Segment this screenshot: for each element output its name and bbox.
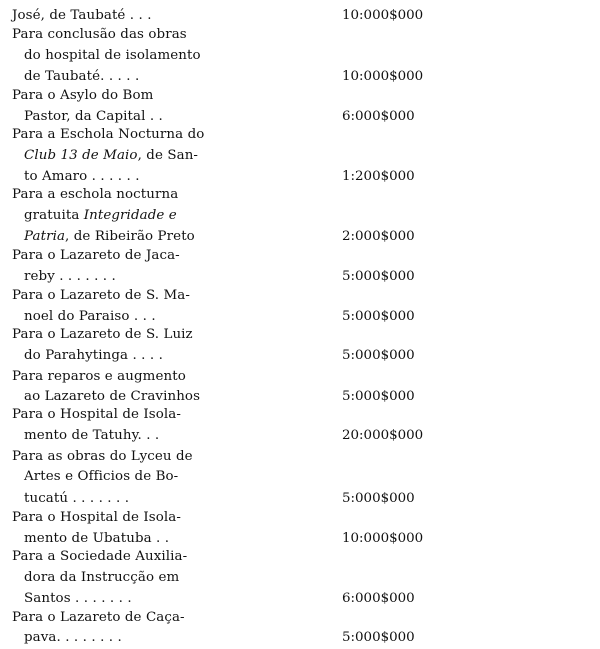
entry-text-line [24, 206, 177, 226]
society-name: Patria [24, 229, 66, 244]
entry-text-line: Para a Eschola Nocturna do [12, 127, 205, 142]
entry-amount: 2:000$000 [342, 229, 415, 244]
entry-text-line: Para a eschola nocturna [12, 187, 179, 202]
entry-text-line: de Taubaté. . . . . [24, 69, 140, 84]
entry-text-line: Para a Sociedade Auxilia- [12, 549, 188, 564]
entry-text-line: to Amaro . . . . . . [24, 169, 140, 184]
entry-text-fragment: , de San- [137, 148, 199, 163]
entry-text-line: tucatú . . . . . . . [24, 491, 130, 506]
entry-amount: 5:000$000 [342, 269, 415, 284]
entry-amount: 5:000$000 [342, 309, 415, 324]
entry-text-line [24, 227, 195, 247]
entry-text-line: mento de Ubatuba . . [24, 531, 170, 546]
entry-text-line: Pastor, da Capital . . [24, 109, 163, 124]
entry-text-line: ao Lazareto de Cravinhos [24, 389, 201, 404]
entry-text-line: reby . . . . . . . [24, 269, 116, 284]
entry-text-line: Para as obras do Lyceu de [12, 449, 193, 464]
entry-amount: 6:000$000 [342, 591, 415, 606]
entry-text-line: noel do Paraiso . . . [24, 309, 156, 324]
entry-text-line: Para conclusão das obras [12, 27, 187, 42]
entry-text-line: José, de Taubaté . . . [12, 8, 152, 23]
entry-amount: 10:000$000 [342, 8, 424, 23]
entry-amount: 10:000$000 [342, 531, 424, 546]
entry-amount: 5:000$000 [342, 630, 415, 645]
entry-text-line: Para o Lazareto de S. Luiz [12, 327, 193, 342]
entry-text-line: do hospital de isolamento [24, 48, 201, 63]
entry-text-line: Para o Hospital de Isola- [12, 407, 181, 422]
entry-text-line: Para o Lazareto de Jaca- [12, 248, 180, 263]
entry-text-line: Para o Asylo do Bom [12, 88, 154, 103]
club-name: Club 13 de Maio [24, 148, 138, 163]
entry-text-line [24, 146, 198, 166]
entry-amount: 10:000$000 [342, 69, 424, 84]
entry-text-line: mento de Tatuhy. . . [24, 428, 160, 443]
entry-amount: 20:000$000 [342, 428, 424, 443]
entry-text-fragment: gratuita [24, 208, 84, 223]
entry-text-line: Artes e Officios de Bo- [24, 469, 179, 484]
entry-text-line: pava. . . . . . . . [24, 630, 122, 645]
entry-amount: 5:000$000 [342, 389, 415, 404]
entry-amount: 6:000$000 [342, 109, 415, 124]
entry-text-line: do Parahytinga . . . . [24, 348, 163, 363]
entry-text-line: Para o Hospital de Isola- [12, 510, 181, 525]
society-name: Integridade e [83, 208, 177, 223]
entry-text-fragment: , de Ribeirão Preto [65, 229, 195, 244]
entry-text-line: Para o Lazareto de S. Ma- [12, 288, 190, 303]
entry-amount: 5:000$000 [342, 491, 415, 506]
entry-text-line: Para o Lazareto de Caça- [12, 610, 185, 625]
entry-text-line: Santos . . . . . . . [24, 591, 132, 606]
entry-amount: 5:000$000 [342, 348, 415, 363]
entry-text-line: dora da Instrucção em [24, 570, 180, 585]
entry-amount: 1:200$000 [342, 169, 415, 184]
entry-text-line: Para reparos e augmento [12, 369, 186, 384]
